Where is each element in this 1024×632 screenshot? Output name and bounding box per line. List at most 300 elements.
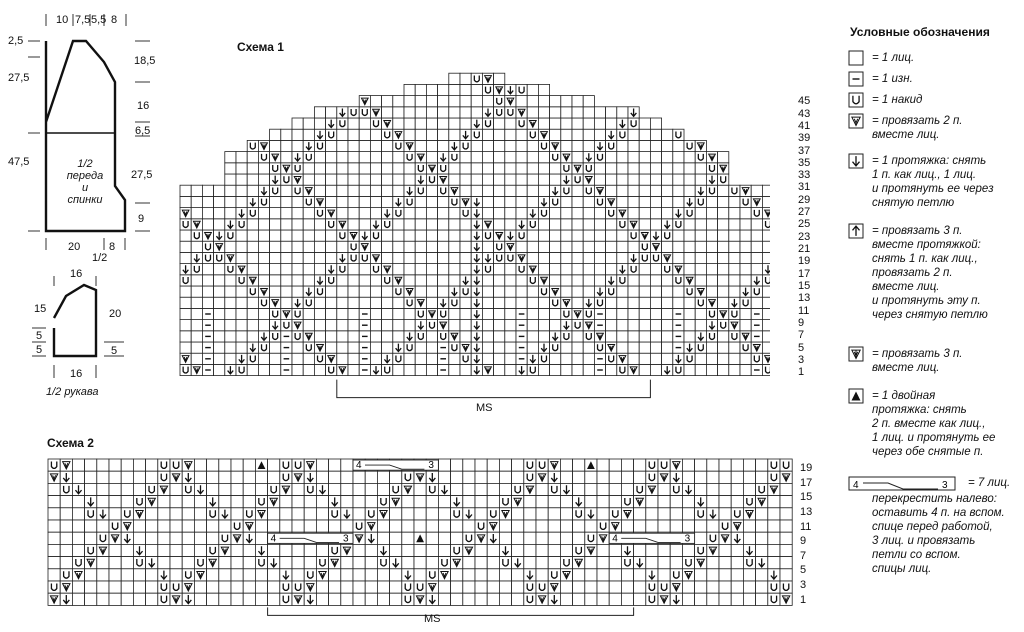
grid-cell	[639, 174, 650, 185]
grid-cell	[270, 163, 281, 174]
cable-count-3: 3	[684, 533, 691, 545]
grid-cell	[561, 107, 572, 118]
grid-cell	[191, 185, 202, 196]
grid-cell	[449, 364, 460, 375]
grid-cell	[621, 496, 633, 508]
grid-cell	[303, 252, 314, 263]
scheme1-row-number: 39	[798, 132, 811, 145]
grid-cell	[646, 520, 658, 532]
grid-cell	[494, 140, 505, 151]
grid-cell	[538, 241, 549, 252]
grid-cell	[146, 544, 158, 556]
legend-item-text: = 1 накид	[872, 94, 923, 106]
grid-cell	[662, 129, 673, 140]
grid-cell	[572, 286, 583, 297]
grid-cell	[415, 129, 426, 140]
grid-cell	[370, 174, 381, 185]
grid-cell	[247, 353, 258, 364]
grid-cell	[414, 544, 426, 556]
grid-cell	[695, 196, 706, 207]
grid-cell	[146, 483, 158, 495]
grid-cell	[337, 353, 348, 364]
grid-cell	[292, 275, 303, 286]
grid-cell	[348, 241, 359, 252]
grid-cell	[505, 275, 516, 286]
grid-cell	[487, 459, 499, 471]
grid-cell	[550, 96, 561, 107]
grid-cell	[191, 275, 202, 286]
grid-cell	[719, 593, 731, 605]
grid-cell	[740, 208, 751, 219]
grid-cell	[353, 496, 365, 508]
grid-cell	[572, 331, 583, 342]
grid-cell	[561, 185, 572, 196]
grid-cell	[207, 544, 219, 556]
grid-cell	[573, 508, 585, 520]
grid-cell	[482, 140, 493, 151]
grid-cell	[404, 152, 415, 163]
grid-cell	[718, 252, 729, 263]
grid-cell	[740, 342, 751, 353]
grid-cell	[740, 364, 751, 375]
grid-cell	[729, 208, 740, 219]
body-right-measure-4: 27,5	[131, 169, 153, 181]
grid-cell	[438, 459, 450, 471]
grid-cell	[707, 496, 719, 508]
grid-cell	[258, 152, 269, 163]
grid-cell	[505, 320, 516, 331]
grid-cell	[146, 593, 158, 605]
grid-cell	[72, 459, 84, 471]
grid-cell	[219, 569, 231, 581]
grid-cell	[606, 320, 617, 331]
grid-cell	[743, 496, 755, 508]
grid-cell	[109, 569, 121, 581]
grid-cell	[258, 208, 269, 219]
grid-cell	[258, 196, 269, 207]
scheme1-title: Схема 1	[237, 40, 284, 54]
grid-cell	[639, 196, 650, 207]
grid-cell	[426, 118, 437, 129]
grid-cell	[449, 84, 460, 95]
grid-cell	[536, 569, 548, 581]
grid-cell	[505, 185, 516, 196]
grid-cell	[426, 252, 437, 263]
grid-cell	[682, 508, 694, 520]
body-bottom-measure-2: 8	[109, 241, 116, 253]
grid-cell	[449, 353, 460, 364]
grid-cell	[573, 471, 585, 483]
grid-cell	[194, 557, 206, 569]
grid-cell	[475, 483, 487, 495]
grid-cell	[258, 219, 269, 230]
grid-cell	[731, 459, 743, 471]
grid-cell	[494, 342, 505, 353]
grid-cell	[658, 459, 670, 471]
grid-cell	[729, 275, 740, 286]
grid-cell	[561, 219, 572, 230]
grid-cell	[729, 308, 740, 319]
grid-cell	[341, 581, 353, 593]
grid-cell	[780, 496, 792, 508]
grid-cell	[494, 96, 505, 107]
grid-cell	[438, 275, 449, 286]
grid-cell	[353, 544, 365, 556]
grid-cell	[258, 342, 269, 353]
grid-cell	[650, 163, 661, 174]
grid-cell	[225, 196, 236, 207]
grid-cell	[415, 331, 426, 342]
grid-cell	[280, 557, 292, 569]
grid-cell	[482, 230, 493, 241]
grid-cell	[225, 230, 236, 241]
grid-cell	[243, 459, 255, 471]
grid-cell	[449, 264, 460, 275]
grid-cell	[348, 118, 359, 129]
grid-cell	[236, 196, 247, 207]
grid-cell	[548, 557, 560, 569]
grid-cell	[281, 140, 292, 151]
grid-cell	[662, 230, 673, 241]
grid-cell	[304, 508, 316, 520]
grid-cell	[780, 483, 792, 495]
grid-cell	[538, 320, 549, 331]
grid-cell	[438, 107, 449, 118]
grid-cell	[494, 264, 505, 275]
grid-cell	[527, 196, 538, 207]
sleeve-bottom-measure: 16	[70, 368, 83, 380]
grid-cell	[402, 471, 414, 483]
blank-square-icon	[848, 50, 864, 66]
legend-item-text: = провязать 3 п. вместе протяжкой: снять 1 п. как лиц., провязать 2 п. вместе лиц. и протянуть эту п. через снятую петлю	[872, 225, 988, 321]
grid-cell	[650, 208, 661, 219]
grid-cell	[270, 308, 281, 319]
grid-cell	[475, 569, 487, 581]
scheme1-row-number: 43	[798, 107, 811, 120]
grid-cell	[731, 557, 743, 569]
grid-cell	[524, 459, 536, 471]
grid-cell	[639, 331, 650, 342]
grid-cell	[247, 219, 258, 230]
grid-cell	[72, 508, 84, 520]
grid-cell	[60, 532, 72, 544]
grid-cell	[538, 308, 549, 319]
grid-cell	[393, 107, 404, 118]
grid-cell	[751, 219, 762, 230]
grid-cell	[740, 297, 751, 308]
grid-cell	[729, 252, 740, 263]
grid-cell	[731, 508, 743, 520]
grid-cell	[536, 508, 548, 520]
grid-cell	[258, 275, 269, 286]
grid-cell	[180, 252, 191, 263]
grid-cell	[326, 174, 337, 185]
grid-cell	[594, 252, 605, 263]
grid-cell	[353, 569, 365, 581]
scheme2-row-number: 3	[800, 579, 807, 592]
grid-cell	[670, 569, 682, 581]
scheme1-row-number: 41	[798, 119, 811, 132]
grid-cell	[505, 208, 516, 219]
grid-cell	[536, 532, 548, 544]
grid-cell	[560, 544, 572, 556]
grid-cell	[729, 331, 740, 342]
grid-cell	[48, 508, 60, 520]
grid-cell	[695, 174, 706, 185]
grid-cell	[390, 593, 402, 605]
grid-cell	[573, 593, 585, 605]
grid-cell	[617, 331, 628, 342]
grid-cell	[393, 331, 404, 342]
grid-cell	[404, 241, 415, 252]
grid-cell	[548, 520, 560, 532]
grid-cell	[573, 569, 585, 581]
grid-cell	[382, 342, 393, 353]
grid-cell	[646, 508, 658, 520]
grid-cell	[243, 544, 255, 556]
grid-cell	[583, 286, 594, 297]
grid-cell	[72, 544, 84, 556]
grid-cell	[341, 557, 353, 569]
grid-cell	[499, 520, 511, 532]
scheme1-row-number: 5	[798, 341, 805, 354]
grid-cell	[731, 593, 743, 605]
grid-cell	[572, 208, 583, 219]
grid-cell	[281, 185, 292, 196]
grid-cell	[270, 196, 281, 207]
grid-cell	[270, 342, 281, 353]
grid-cell	[258, 297, 269, 308]
grid-cell	[247, 208, 258, 219]
grid-cell	[85, 532, 97, 544]
grid-cell	[482, 96, 493, 107]
grid-cell	[499, 593, 511, 605]
grid-cell	[60, 557, 72, 569]
grid-cell	[482, 286, 493, 297]
grid-cell	[146, 459, 158, 471]
grid-cell	[370, 230, 381, 241]
grid-cell	[573, 544, 585, 556]
grid-cell	[202, 196, 213, 207]
grid-cell	[762, 219, 770, 230]
grid-cell	[329, 471, 341, 483]
grid-cell	[560, 520, 572, 532]
grid-cell	[194, 581, 206, 593]
grid-cell	[762, 297, 770, 308]
grid-cell	[658, 557, 670, 569]
grid-cell	[316, 581, 328, 593]
grid-cell	[415, 219, 426, 230]
grid-cell	[621, 581, 633, 593]
grid-cell	[718, 230, 729, 241]
grid-cell	[292, 118, 303, 129]
grid-cell	[426, 174, 437, 185]
grid-cell	[303, 219, 314, 230]
grid-cell	[314, 118, 325, 129]
grid-cell	[202, 241, 213, 252]
triangle-icon	[848, 388, 864, 404]
grid-cell	[303, 342, 314, 353]
grid-cell	[572, 297, 583, 308]
grid-cell	[609, 508, 621, 520]
grid-cell	[393, 230, 404, 241]
grid-cell	[225, 297, 236, 308]
grid-cell	[292, 569, 304, 581]
grid-cell	[180, 230, 191, 241]
grid-cell	[628, 118, 639, 129]
scheme1-row-number: 23	[798, 230, 811, 243]
grid-cell	[729, 364, 740, 375]
grid-cell	[438, 471, 450, 483]
grid-cell	[133, 593, 145, 605]
grid-cell	[359, 107, 370, 118]
grid-cell	[670, 483, 682, 495]
grid-cell	[729, 353, 740, 364]
grid-cell	[348, 129, 359, 140]
grid-cell	[646, 496, 658, 508]
grid-cell	[402, 593, 414, 605]
grid-cell	[650, 118, 661, 129]
grid-cell	[303, 264, 314, 275]
grid-cell	[426, 508, 438, 520]
grid-cell	[72, 581, 84, 593]
grid-cell	[499, 459, 511, 471]
grid-cell	[538, 230, 549, 241]
grid-cell	[225, 174, 236, 185]
grid-cell	[121, 483, 133, 495]
grid-cell	[438, 532, 450, 544]
grid-cell	[348, 163, 359, 174]
grid-cell	[404, 320, 415, 331]
grid-cell	[393, 252, 404, 263]
grid-cell	[326, 320, 337, 331]
grid-cell	[718, 196, 729, 207]
grid-cell	[207, 593, 219, 605]
grid-cell	[572, 219, 583, 230]
legend-item-text: = 7 лиц.	[968, 477, 1011, 489]
grid-cell	[449, 219, 460, 230]
grid-cell	[341, 471, 353, 483]
grid-cell	[382, 107, 393, 118]
grid-cell	[583, 96, 594, 107]
grid-cell	[426, 241, 437, 252]
grid-cell	[329, 483, 341, 495]
grid-cell	[268, 508, 280, 520]
grid-cell	[214, 264, 225, 275]
grid-cell	[415, 140, 426, 151]
grid-cell	[516, 286, 527, 297]
grid-cell	[303, 230, 314, 241]
grid-cell	[146, 508, 158, 520]
grid-cell	[573, 459, 585, 471]
grid-cell	[280, 459, 292, 471]
grid-cell	[460, 73, 471, 84]
grid-cell	[550, 308, 561, 319]
grid-cell	[740, 241, 751, 252]
sleeve-top-measure: 16	[70, 268, 83, 280]
grid-cell	[109, 496, 121, 508]
grid-cell	[628, 297, 639, 308]
grid-cell	[348, 219, 359, 230]
grid-cell	[731, 483, 743, 495]
grid-cell	[718, 152, 729, 163]
grid-cell	[281, 320, 292, 331]
grid-cell	[743, 532, 755, 544]
grid-cell	[639, 118, 650, 129]
grid-cell	[550, 163, 561, 174]
grid-cell	[740, 264, 751, 275]
grid-cell	[695, 152, 706, 163]
grid-cell	[236, 163, 247, 174]
grid-cell	[621, 593, 633, 605]
grid-cell	[414, 520, 426, 532]
grid-cell	[348, 331, 359, 342]
grid-cell	[505, 364, 516, 375]
grid-cell	[202, 275, 213, 286]
grid-cell	[527, 96, 538, 107]
grid-cell	[743, 569, 755, 581]
grid-cell	[72, 532, 84, 544]
grid-cell	[646, 557, 658, 569]
grid-cell	[390, 483, 402, 495]
grid-cell	[191, 208, 202, 219]
grid-cell	[512, 569, 524, 581]
grid-cell	[219, 593, 231, 605]
grid-cell	[494, 185, 505, 196]
grid-cell	[258, 320, 269, 331]
grid-cell	[243, 496, 255, 508]
grid-cell	[538, 364, 549, 375]
grid-cell	[583, 208, 594, 219]
grid-cell	[158, 557, 170, 569]
grid-cell	[561, 163, 572, 174]
grid-cell	[639, 286, 650, 297]
grid-cell	[402, 544, 414, 556]
grid-cell	[572, 252, 583, 263]
grid-cell	[639, 342, 650, 353]
grid-cell	[673, 275, 684, 286]
grid-cell	[718, 185, 729, 196]
grid-cell	[463, 532, 475, 544]
grid-cell	[449, 196, 460, 207]
grid-cell	[527, 107, 538, 118]
grid-cell	[219, 459, 231, 471]
grid-cell	[658, 508, 670, 520]
grid-cell	[353, 483, 365, 495]
grid-cell	[505, 252, 516, 263]
grid-cell	[270, 353, 281, 364]
grid-cell	[505, 107, 516, 118]
grid-cell	[72, 496, 84, 508]
grid-cell	[695, 569, 707, 581]
grid-cell	[255, 593, 267, 605]
grid-cell	[768, 520, 780, 532]
grid-cell	[494, 286, 505, 297]
grid-cell	[572, 174, 583, 185]
grid-cell	[512, 520, 524, 532]
grid-cell	[662, 264, 673, 275]
grid-cell	[292, 163, 303, 174]
grid-cell	[561, 140, 572, 151]
grid-cell	[348, 152, 359, 163]
grid-cell	[550, 208, 561, 219]
grid-cell	[180, 185, 191, 196]
grid-cell	[133, 496, 145, 508]
grid-cell	[617, 252, 628, 263]
grid-cell	[740, 353, 751, 364]
grid-cell	[684, 230, 695, 241]
grid-cell	[538, 174, 549, 185]
